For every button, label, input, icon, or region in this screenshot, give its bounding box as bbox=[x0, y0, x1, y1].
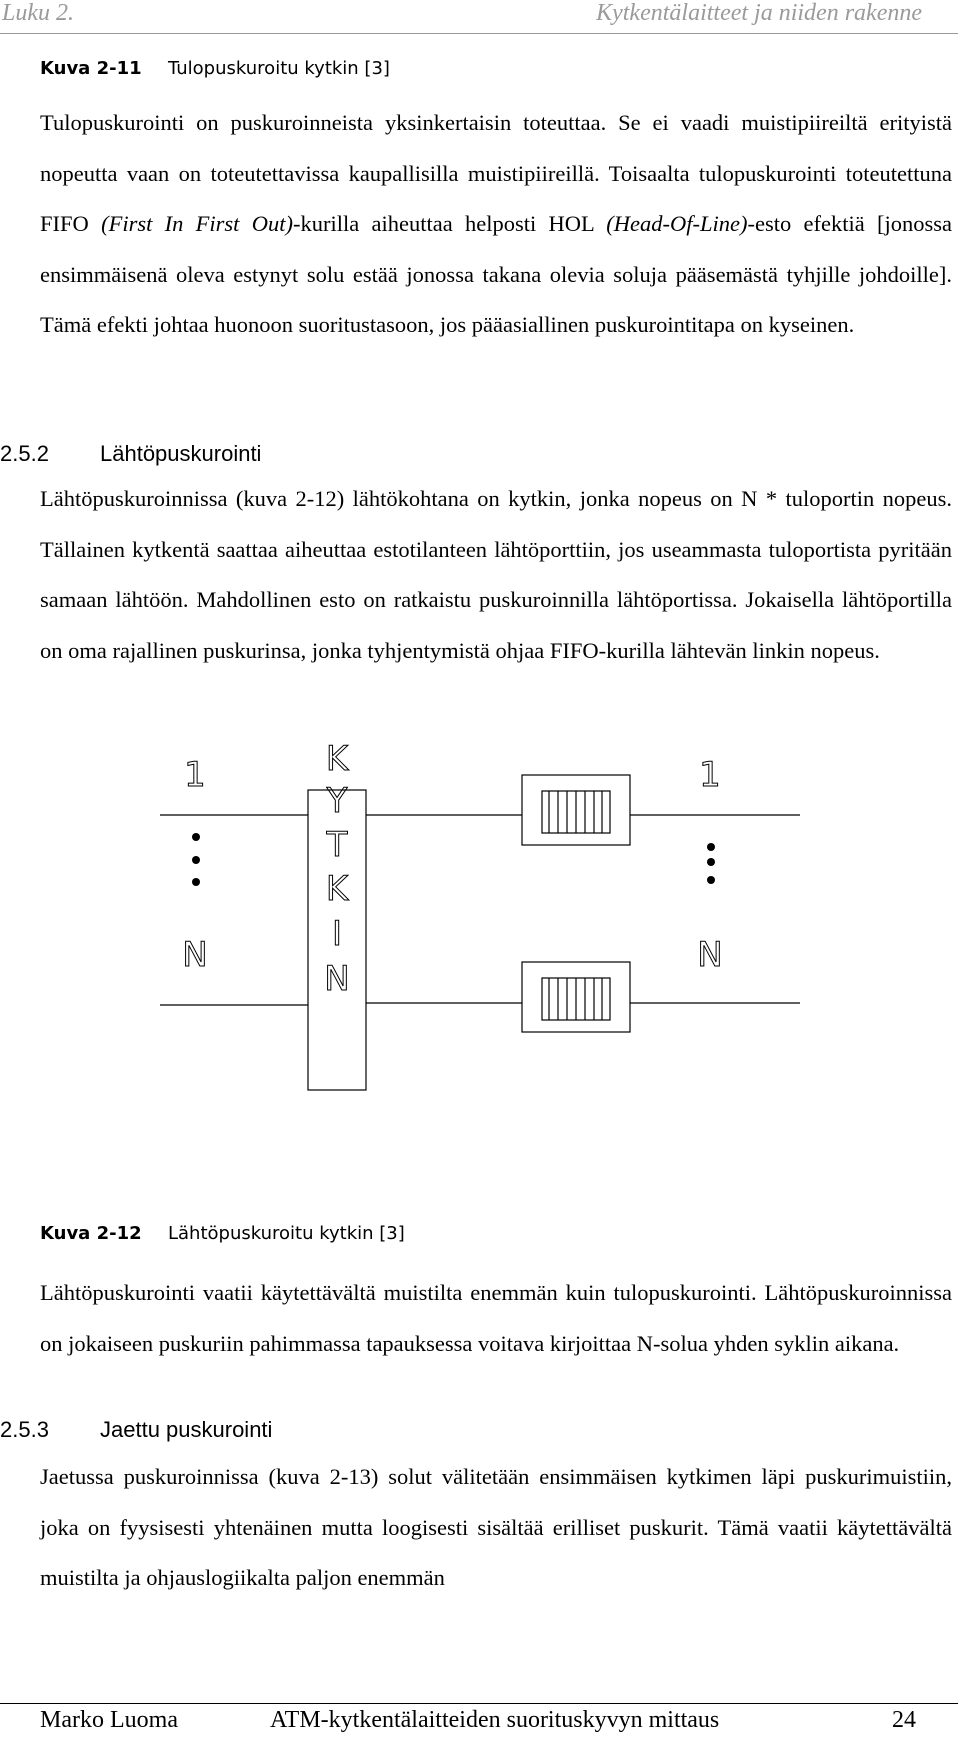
page-number: 24 bbox=[892, 1707, 916, 1733]
output-label-bottom: N bbox=[697, 935, 723, 975]
caption-number: Kuva 2-12 bbox=[40, 1223, 142, 1244]
footer-rule bbox=[0, 1703, 958, 1704]
section-title: Lähtöpuskurointi bbox=[100, 441, 262, 466]
output-buffer-top bbox=[522, 775, 630, 845]
switch-letter-1: K bbox=[325, 739, 349, 779]
input-ellipsis-dot bbox=[192, 833, 200, 841]
para1-hol-expansion: (Head-Of-Line) bbox=[606, 211, 748, 236]
output-ellipsis-dot bbox=[707, 858, 715, 866]
caption-text: Tulopuskuroitu kytkin [3] bbox=[168, 58, 390, 79]
paragraph-shared-buffering: Jaetussa puskuroinnissa (kuva 2-13) solut välitetään ensimmäisen kytkimen läpi puskurimuistiin, joka on fyysisesti yhtenäinen mutta loogisesti sisältää erilliset puskurit. Tämä vaatii käytettävältä muistilta ja ohjauslogiikalta paljon enemmän bbox=[40, 1464, 952, 1590]
footer-author: Marko Luoma bbox=[40, 1707, 178, 1733]
section-number: 2.5.2 bbox=[0, 441, 49, 466]
switch-letter-5: I bbox=[331, 914, 343, 954]
caption-number: Kuva 2-11 bbox=[40, 58, 142, 79]
switch-letter-3: T bbox=[326, 825, 348, 865]
switch-letter-4: K bbox=[325, 869, 349, 909]
output-buffered-switch-diagram bbox=[160, 739, 960, 1135]
section-title: Jaettu puskurointi bbox=[100, 1417, 273, 1442]
paragraph-output-buffering: Lähtöpuskuroinnissa (kuva 2-12) lähtökohtana on kytkin, jonka nopeus on N * tuloportin nopeus. Tällainen kytkentä saattaa aiheuttaa estotilanteen lähtöporttiin, jos useammasta tuloportista pyritään samaan lähtöön. Mahdollinen esto on ratkaistu puskuroinnilla lähtöportissa. Jokaisella lähtöportilla on oma rajallinen puskurinsa, jonka tyhjentymistä ohjaa FIFO-kurilla lähtevän linkin nopeus. bbox=[40, 486, 952, 663]
section-number: 2.5.3 bbox=[0, 1417, 49, 1442]
switch-letter-6: N bbox=[324, 959, 350, 999]
caption-text: Lähtöpuskuroitu kytkin [3] bbox=[168, 1223, 405, 1244]
input-ellipsis-dot bbox=[192, 856, 200, 864]
footer-title: ATM-kytkentälaitteiden suorituskyvyn mittaus bbox=[270, 1707, 720, 1733]
para1-text-a: Tulopuskurointi on puskuroinneista yksinkertaisin toteuttaa. Se ei vaadi muistipiireiltä erityistä nopeutta vaan on toteutettavissa kaupallisilla muistipiireillä. Toisaalta tulopuskurointi toteutettuna FIFO bbox=[40, 110, 952, 236]
output-ellipsis-dot bbox=[707, 876, 715, 884]
output-buffer-bottom bbox=[522, 962, 630, 1032]
section-heading-2-5-2 bbox=[0, 441, 261, 467]
output-label-top: 1 bbox=[699, 755, 721, 795]
para1-text-c: -esto efektiä [jonossa ensimmäisenä oleva estynyt solu estää jonossa takana olevia soluja pääsemästä tyhjille johdoille]. Tämä efekti johtaa huonoon suoritustasoon, jos pääasiallinen puskurointitapa on kyseinen. bbox=[40, 211, 952, 337]
page-footer bbox=[0, 1703, 960, 1743]
header-rule bbox=[0, 33, 958, 34]
para1-fifo-expansion: (First In First Out) bbox=[101, 211, 293, 236]
section-heading-2-5-3 bbox=[0, 1417, 272, 1443]
page-header bbox=[0, 0, 960, 38]
input-label-bottom: N bbox=[182, 935, 208, 975]
switch-letter-2: Y bbox=[326, 781, 348, 821]
figure-caption-2-11 bbox=[40, 58, 390, 79]
header-title: Kytkentälaitteet ja niiden rakenne bbox=[596, 0, 922, 26]
para1-text-b: -kurilla aiheuttaa helposti HOL bbox=[292, 211, 607, 236]
input-ellipsis-dot bbox=[192, 878, 200, 886]
paragraph-input-buffering bbox=[40, 98, 952, 351]
output-ellipsis-dot bbox=[707, 843, 715, 851]
header-chapter: Luku 2. bbox=[2, 0, 74, 26]
input-label-top: 1 bbox=[184, 755, 206, 795]
figure-caption-2-12 bbox=[40, 1223, 405, 1244]
paragraph-output-buffering-memory: Lähtöpuskurointi vaatii käytettävältä muistilta enemmän kuin tulopuskurointi. Lähtöpuskuroinnissa on jokaiseen puskuriin pahimmassa tapauksessa voitava kirjoittaa N-solua yhden syklin aikana. bbox=[40, 1280, 952, 1356]
